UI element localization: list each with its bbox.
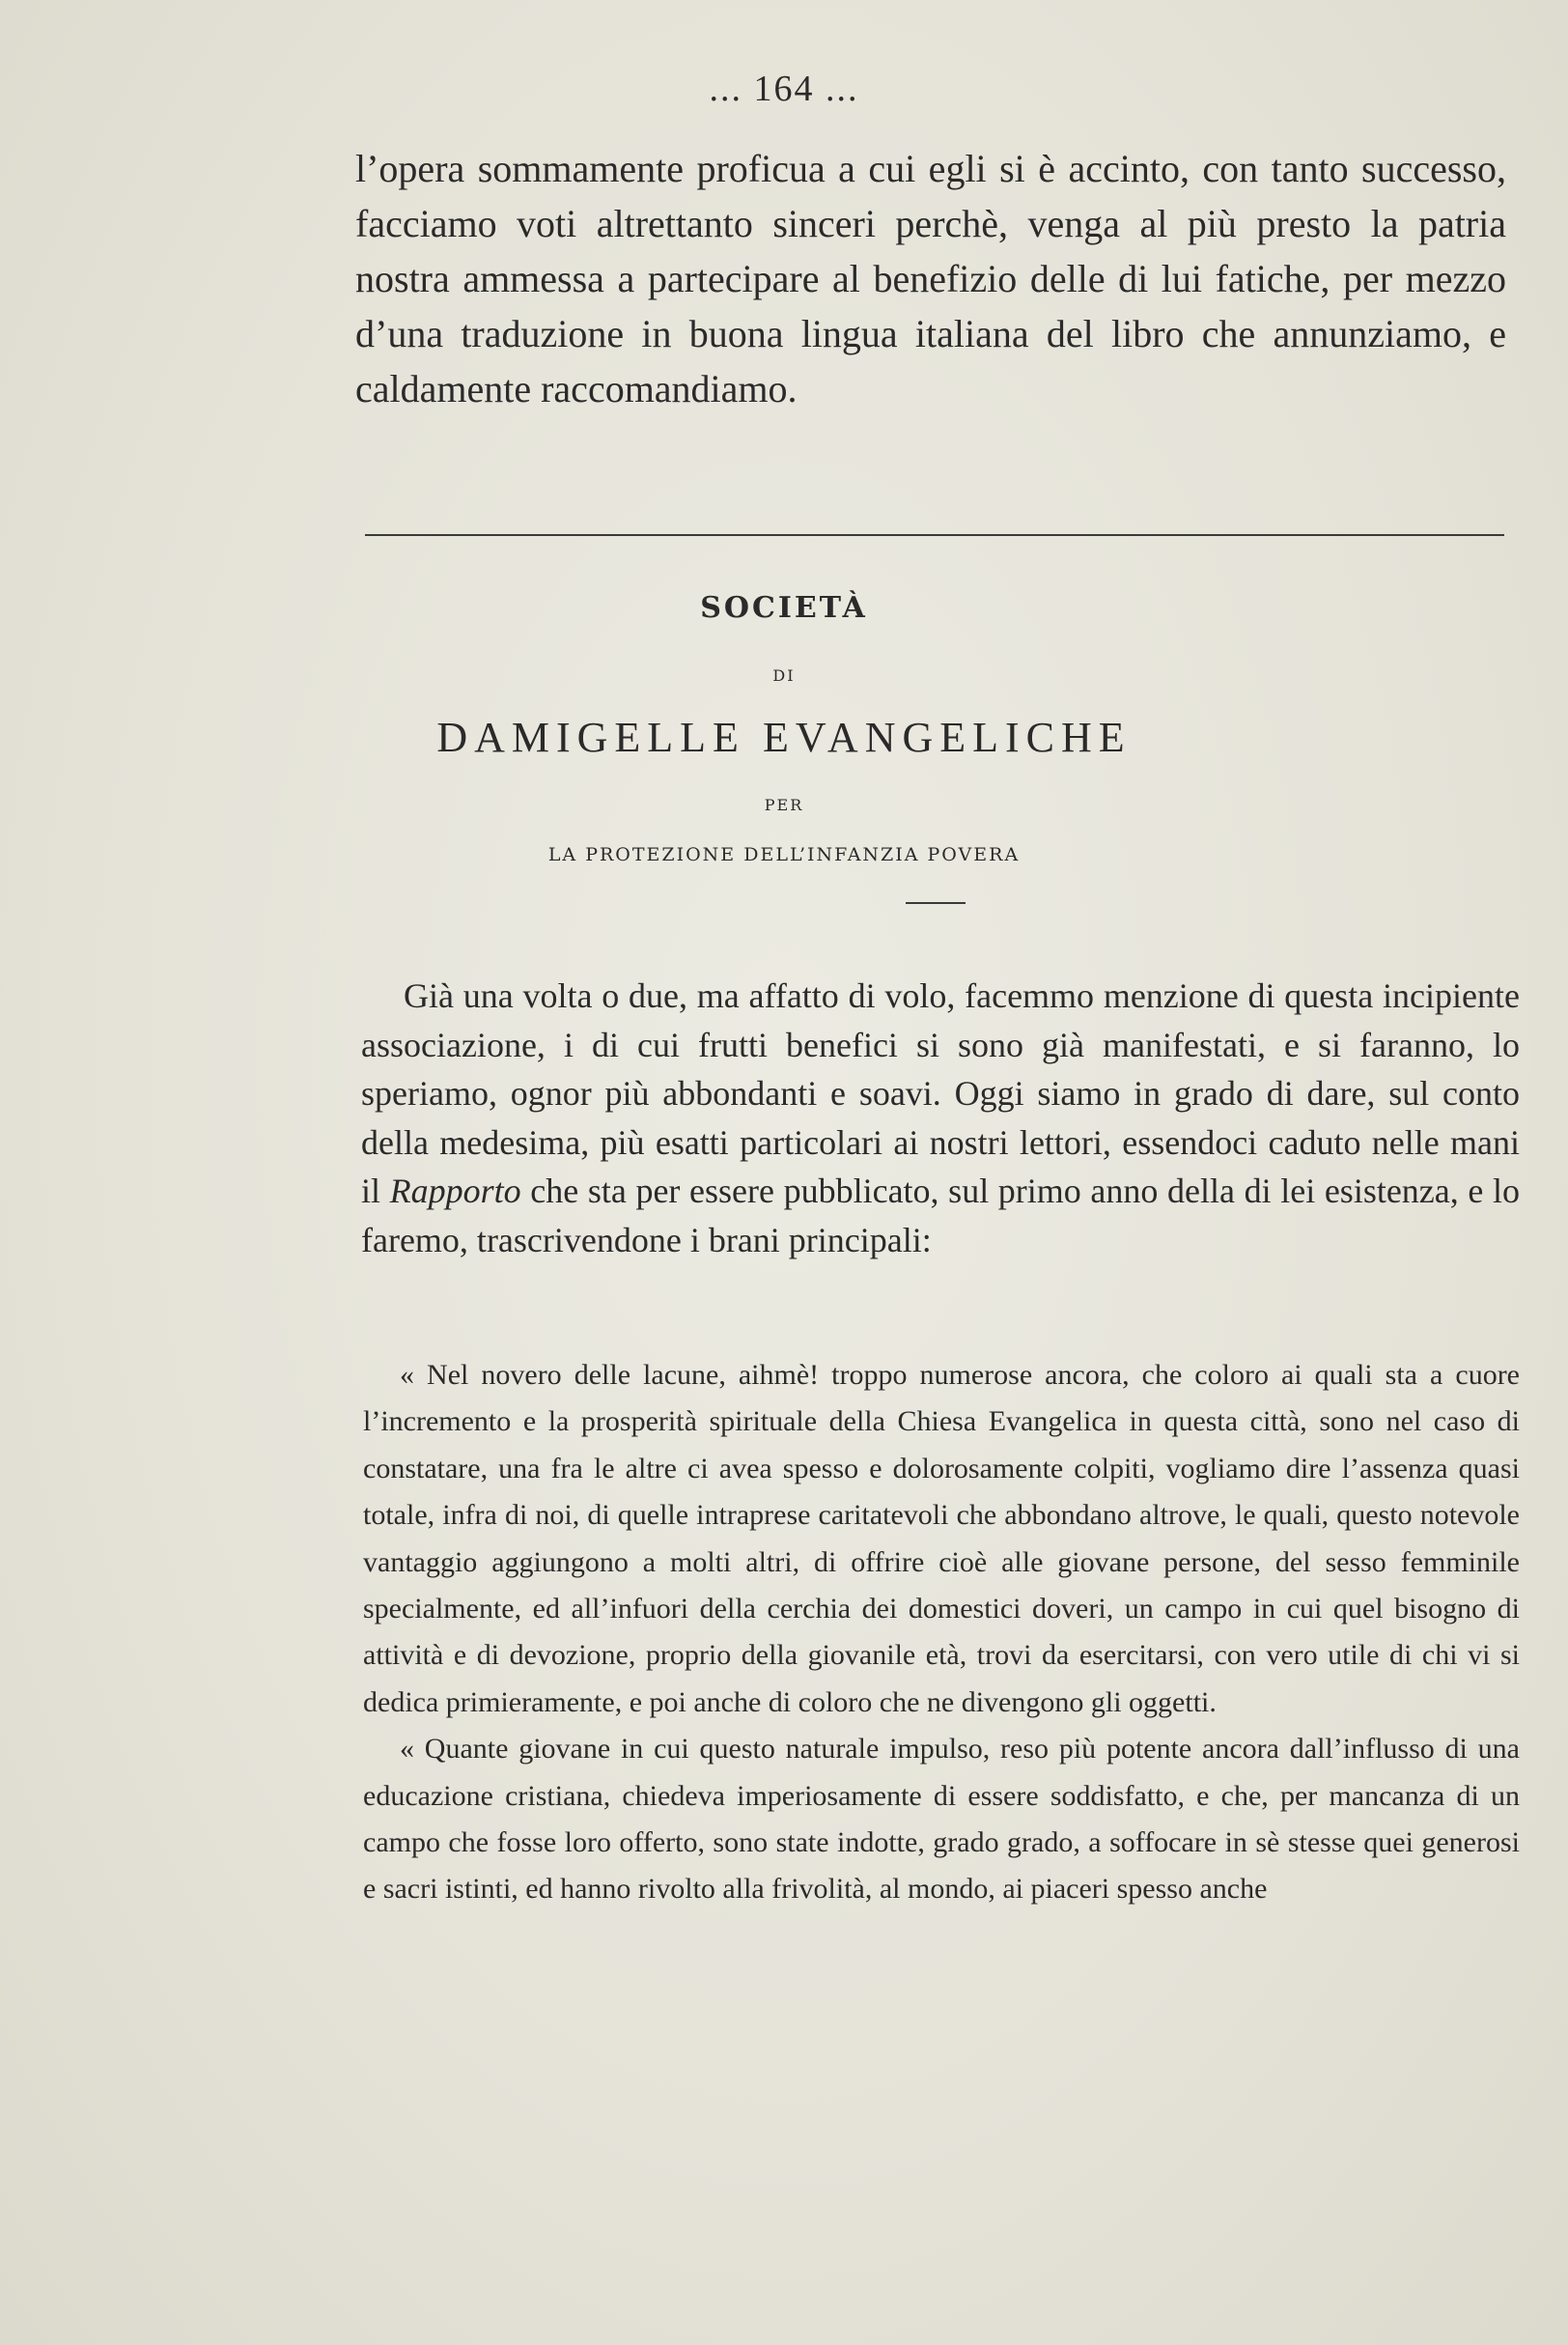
quoted-report [363,1352,1520,1913]
intro-text-start: Già una volta o due, ma affatto di volo, facemmo menzione di questa incipiente associazione, i di cui frutti benefici si sono già manifestati, e si faranno, lo speriamo, ognor più abbondanti e soavi. Oggi siamo in grado di dare, sul conto della medesima, più esatti particolari ai nostri lettori, essendoci caduto nelle mani il [361,976,1520,1210]
continued-paragraph [355,141,1506,416]
section-divider [365,534,1504,536]
section-heading-title: DAMIGELLE EVANGELICHE [436,714,1132,761]
intro-text-end: che sta per essere pubblicato, sul primo anno della di lei esistenza, e lo faremo, trascrivendone i brani principali: [361,1172,1520,1259]
page-number: ... 164 ... [709,69,859,109]
paragraph-text: l’opera sommamente proficua a cui egli si è accinto, con tanto successo, facciamo voti altrettanto sinceri perchè, venga al più presto la patria nostra ammessa a partecipare al benefizio delle di lui fatiche, per mezzo d’una traduzione in buona lingua italiana del libro che annunziamo, e caldamente raccomandiamo. [355,147,1506,410]
section-heading-di: DI [772,666,796,685]
intro-paragraph [361,972,1520,1264]
section-heading-societa: SOCIETÀ [700,591,868,625]
quote-paragraph-1: « Nel novero delle lacune, aihmè! troppo numerose ancora, che coloro ai quali sta a cuore l’incremento e la prosperità spirituale della Chiesa Evangelica in questa città, sono nel caso di constatare, una fra le altre ci avea spesso e dolorosamente colpiti, vogliamo dire l’assenza quasi totale, infra di noi, di quelle intraprese caritatevoli che abbondano altrove, le quali, questo notevole vantaggio aggiungono a molti altri, di offrire cioè alle giovane persone, del sesso femminile specialmente, ed all’infuori della cerchia dei domestici doveri, un campo in cui quel bisogno di attività e di devozione, proprio della giovanile età, trovi da esercitarsi, con vero utile di chi vi si dedica primieramente, e poi anche di coloro che ne divengono gli oggetti. [363,1359,1520,1718]
intro-text-block [361,972,1520,1264]
heading-divider [906,902,966,904]
intro-emphasis: Rapporto [389,1172,521,1210]
section-heading-per: PER [764,796,804,814]
section-heading-subtitle: LA PROTEZIONE DELL’INFANZIA POVERA [547,844,1021,865]
quote-paragraph-2: « Quante giovane in cui questo naturale impulso, reso più potente ancora dall’influsso di una educazione cristiana, chiedeva imperiosamente di essere soddisfatto, e che, per mancanza di un campo che fosse loro offerto, sono state indotte, grado grado, a soffocare in sè stesse quei generosi e sacri istinti, ed hanno rivolto alla frivolità, al mondo, ai piaceri spesso anche [363,1733,1520,1906]
